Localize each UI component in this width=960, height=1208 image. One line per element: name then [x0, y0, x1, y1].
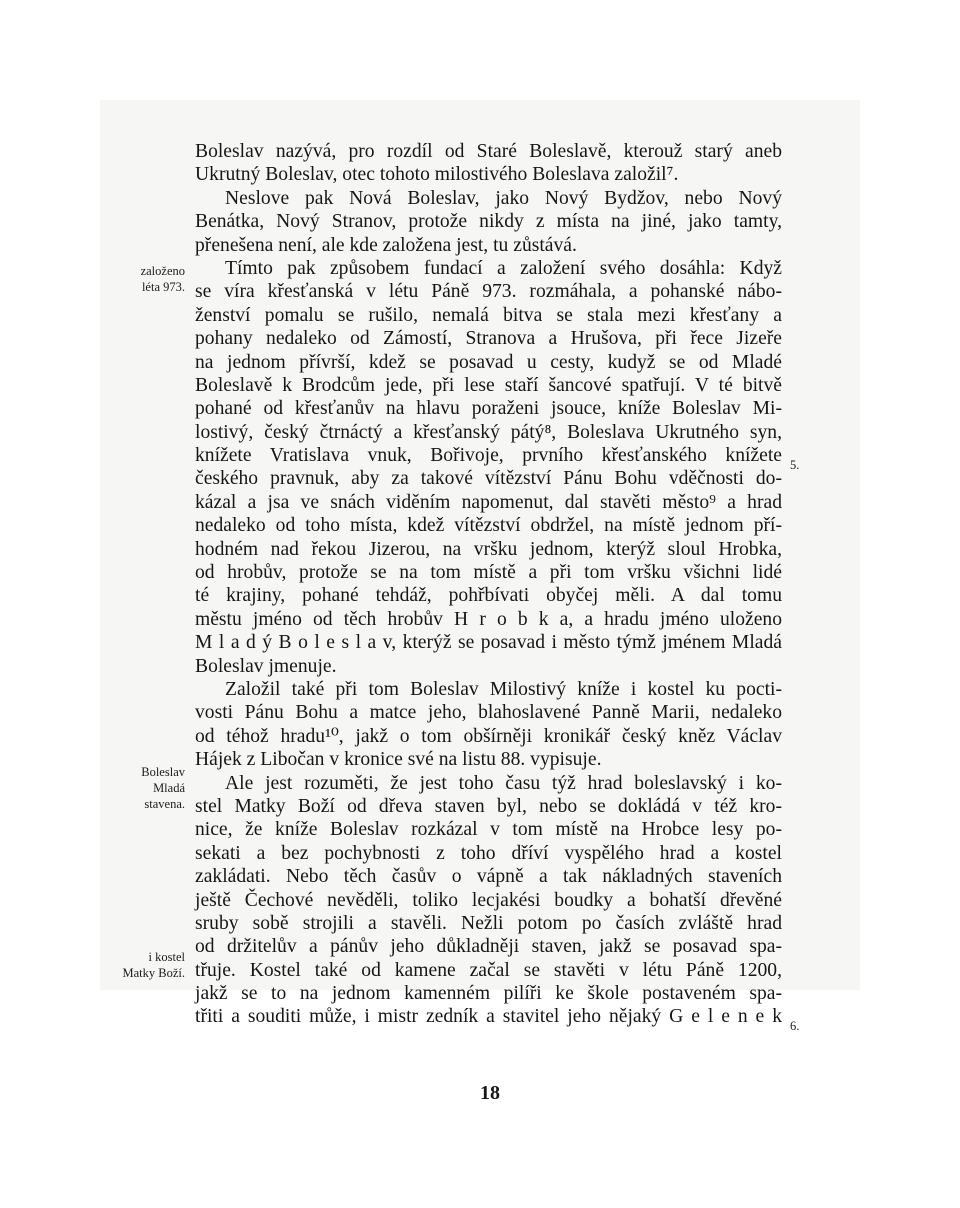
- text-line: na jednom přívrší, kdež se posavad u cesty, kudyž se od Mladé: [195, 351, 782, 373]
- text-line: Tímto pak způsobem fundací a založení svého dosáhla: Když: [225, 257, 782, 279]
- text-line: třuje. Kostel také od kamene začal se stavěti v létu Páně 1200,: [195, 959, 782, 981]
- text-line: stel Matky Boží od dřeva staven byl, nebo se dokládá v též kro-: [195, 795, 782, 817]
- text-line: vosti Pánu Bohu a matce jeho, blahoslavené Panně Marii, nedaleko: [195, 702, 782, 724]
- text-line: ženství pomalu se rušilo, nemalá bitva se stala mezi křesťany a: [195, 304, 782, 326]
- text-line: se víra křesťanská v létu Páně 973. rozmáhala, a pohanské nábo-: [195, 281, 782, 303]
- line-number-5: 5.: [790, 458, 800, 472]
- text-line: ještě Čechové nevěděli, toliko lecjakési boudky a bohatší dřevěné: [195, 889, 782, 911]
- text-line: kázal a jsa ve snách viděním napomenut, dal stavěti město⁹ a hrad: [195, 491, 782, 513]
- text-line: té krajiny, pohané tehdáž, pohřbívati obyčej měli. A dal tomu: [195, 585, 782, 607]
- text-line: Hájek z Libočan v kronice své na listu 88. vypisuje.: [195, 749, 602, 771]
- text-line: lostivý, český čtrnáctý a křesťanský pátý⁸, Boleslava Ukrutného syn,: [195, 421, 782, 443]
- text-line: městu jméno od těch hrobův H r o b k a, a hradu jméno uloženo: [195, 608, 782, 630]
- text-line: M l a d ý B o l e s l a v, kterýž se posavad i město týmž jménem Mladá: [195, 632, 782, 654]
- text-line: Boleslav jmenuje.: [195, 655, 337, 677]
- margin-note-line: i kostel: [148, 950, 185, 964]
- text-line: od držitelův a pánův jeho důkladněji staven, jakž se posavad spa-: [195, 936, 782, 958]
- text-line: nice, že kníže Boleslav rozkázal v tom místě na Hrobce lesy po-: [195, 819, 782, 841]
- margin-note-line: Boleslav: [141, 765, 185, 779]
- text-line: pohany nedaleko od Zámostí, Stranova a Hrušova, při řece Jizeře: [195, 328, 782, 350]
- text-line: od téhož hradu¹⁰, jakž o tom obšírněji kronikář český kněz Václav: [195, 725, 782, 747]
- text-line: od hrobův, protože se na tom místě a při tom vršku všichni lidé: [195, 562, 782, 584]
- text-line: hodném nad řekou Jizerou, na vršku jednom, kterýž sloul Hrobka,: [195, 538, 782, 560]
- text-line: Boleslavě k Brodcům jede, při lese staří šancové spatřují. V té bitvě: [195, 374, 782, 396]
- text-line: zakládati. Nebo těch časův o vápně a tak nákladných staveních: [195, 866, 782, 888]
- margin-note-boleslav: [141, 764, 185, 812]
- text-line: Založil také při tom Boleslav Milostivý kníže i kostel ku pocti-: [225, 678, 782, 700]
- text-line: třiti a souditi může, i mistr zedník a stavitel jeho nějaký G e l e n e k: [195, 1006, 782, 1028]
- text-line: Boleslav nazývá, pro rozdíl od Staré Boleslavě, kterouž starý aneb: [195, 141, 782, 162]
- text-line: přenešena není, ale kde založena jest, tu zůstává.: [195, 234, 577, 256]
- margin-note-line: Matky Boží.: [122, 966, 185, 980]
- text-line: knížete Vratislava vnuk, Bořivoje, prvního křesťanského knížete: [195, 445, 782, 467]
- text-line: českého pravnuk, aby za takové vítězství Pánu Bohu vděčnosti do-: [195, 468, 782, 490]
- body-text: [195, 140, 782, 1029]
- text-line: jakž se to na jednom kamenném pilíři ke škole postaveném spa-: [195, 983, 782, 1005]
- margin-note-line: stavena.: [144, 797, 185, 811]
- text-line: Neslove pak Nová Boleslav, jako Nový Bydžov, nebo Nový: [225, 187, 782, 209]
- text-line: Ale jest rozuměti, že jest toho času týž hrad boleslavský i ko-: [225, 772, 782, 794]
- margin-note-zalozeno: [141, 263, 185, 295]
- margin-note-line: založeno: [140, 264, 185, 278]
- text-line: pohané od křesťanův na hlavu poraženi jsouce, kníže Boleslav Mi-: [195, 398, 782, 420]
- text-line: Benátka, Nový Stranov, protože nikdy z místa na jiné, jako tamty,: [195, 211, 782, 233]
- page-number: 18: [480, 1082, 500, 1104]
- text-line: sekati a bez pochybnosti z toho dříví vyspělého hrad a kostel: [195, 842, 782, 864]
- margin-note-kostel: [123, 949, 186, 981]
- text-line: Ukrutný Boleslav, otec tohoto milostivého Boleslava založil⁷.: [195, 164, 679, 186]
- text-line: nedaleko od toho místa, kdež vítězství obdržel, na místě jednom pří-: [195, 515, 782, 537]
- margin-note-line: léta 973.: [141, 280, 185, 294]
- margin-note-line: Mladá: [153, 781, 185, 795]
- line-number-6: 6.: [790, 1019, 800, 1033]
- text-line: sruby sobě strojili a stavěli. Nežli potom po časích zvláště hrad: [195, 912, 782, 934]
